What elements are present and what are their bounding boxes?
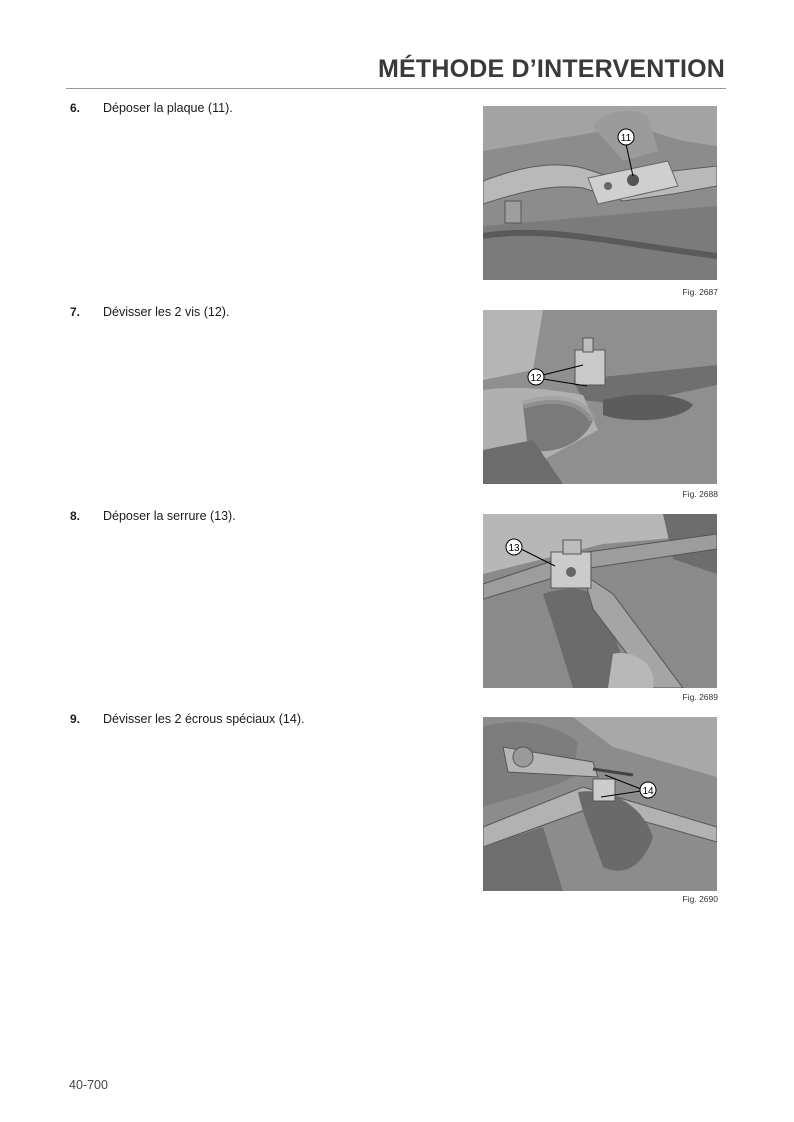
figure-photo-2688: [483, 310, 717, 484]
callout-label: 11: [620, 133, 632, 144]
step-instruction: Déposer la serrure (13).: [103, 509, 236, 523]
header-divider: [66, 88, 726, 89]
callout-label: 12: [530, 373, 542, 384]
step-number: 8.: [70, 509, 81, 523]
callout-label: 13: [508, 543, 520, 554]
step-number: 9.: [70, 712, 81, 726]
callout-label: 14: [642, 786, 654, 797]
step-number: 7.: [70, 305, 81, 319]
figure-photo-2690: [483, 717, 717, 891]
figure-caption: Fig. 2690: [682, 894, 718, 904]
step-instruction: Dévisser les 2 vis (12).: [103, 305, 230, 319]
figure-caption: Fig. 2687: [682, 287, 718, 297]
section-title: MÉTHODE D’INTERVENTION: [377, 55, 725, 83]
step-instruction: Dévisser les 2 écrous spéciaux (14).: [103, 712, 305, 726]
figure-photo-2687: [483, 106, 717, 280]
step-instruction: Déposer la plaque (11).: [103, 101, 233, 115]
step-number: 6.: [70, 101, 81, 115]
figure-photo-2689: [483, 514, 717, 688]
figure-caption: Fig. 2689: [682, 692, 718, 702]
page-number: 40-700: [69, 1078, 108, 1092]
figure-caption: Fig. 2688: [682, 489, 718, 499]
